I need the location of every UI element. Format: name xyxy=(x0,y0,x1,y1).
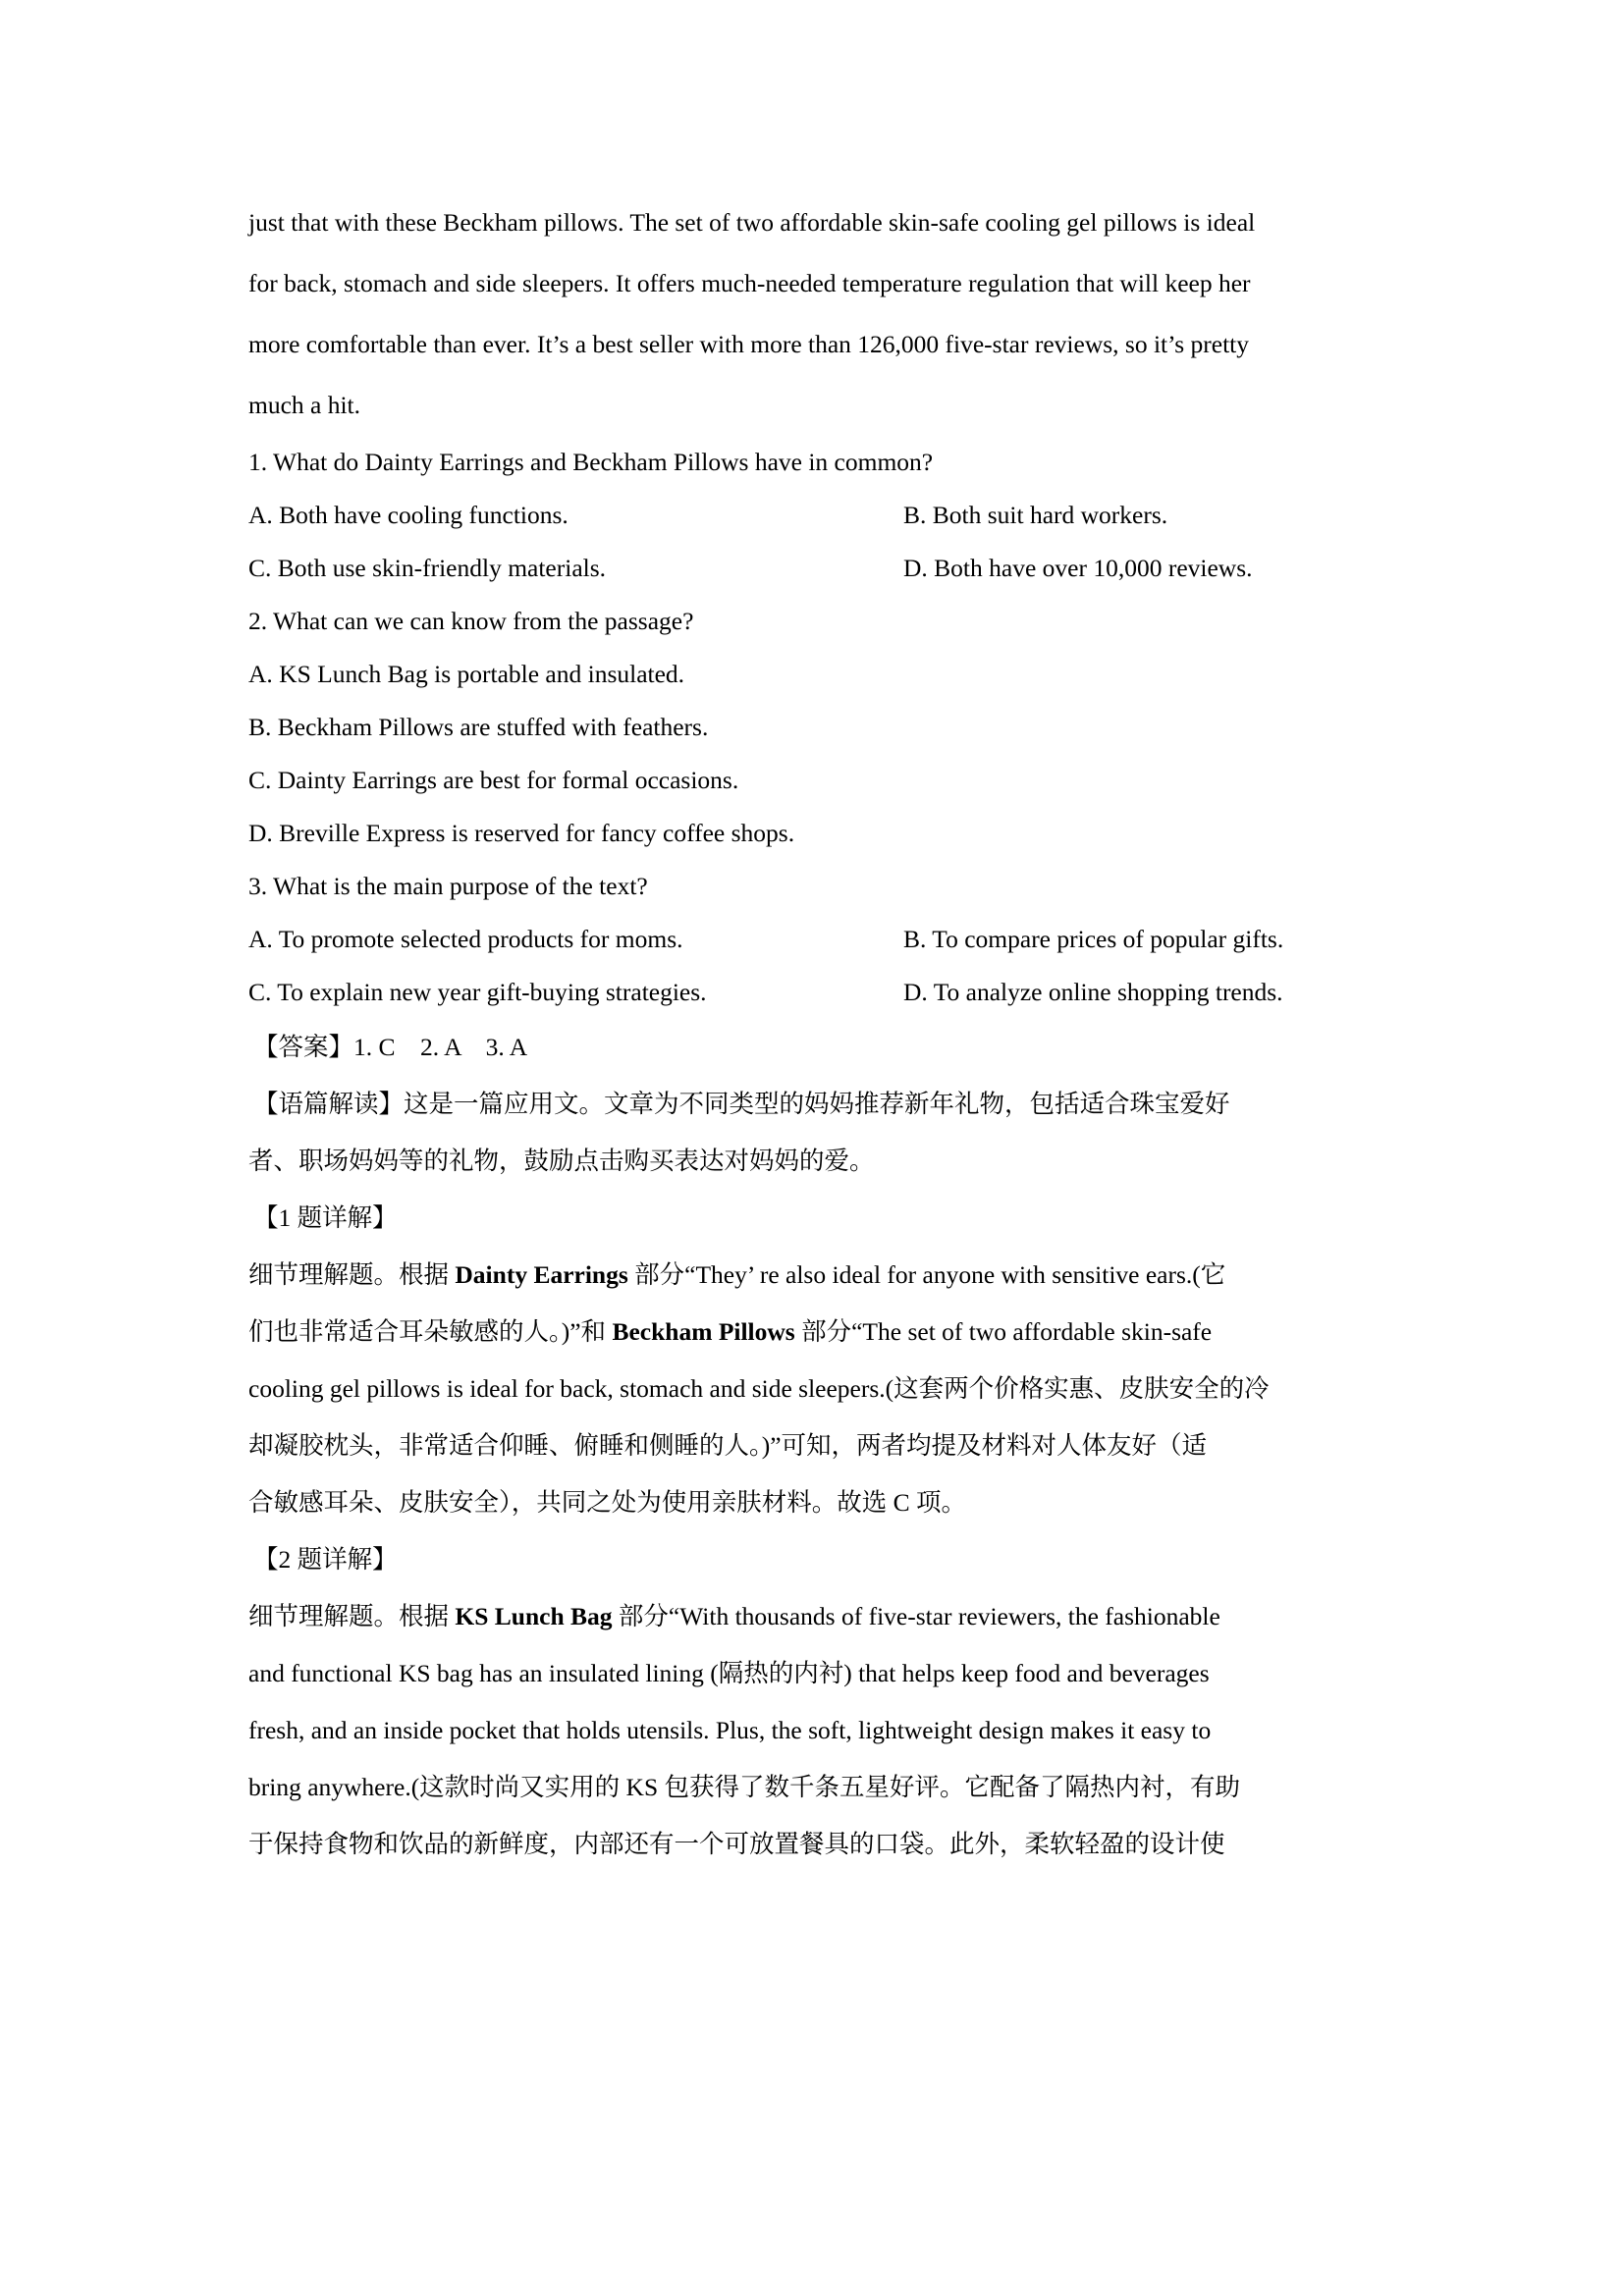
explanation-2-block xyxy=(248,1531,1380,1873)
explanation-line: cooling gel pillows is ideal for back, stomach and side sleepers.(这套两个价格实惠、皮肤安全的冷 xyxy=(248,1374,1270,1403)
passage-block xyxy=(248,192,1380,436)
option-c[interactable]: C. Both use skin-friendly materials. xyxy=(248,554,607,582)
explanation-heading: 【2 题详解】 xyxy=(253,1545,398,1574)
option-row xyxy=(248,489,1380,542)
explanation-line: 细节理解题。根据 KS Lunch Bag 部分“With thousands of five-star reviewers, the fashionable xyxy=(248,1602,1220,1630)
option-a[interactable]: A. KS Lunch Bag is portable and insulated. xyxy=(248,660,685,688)
option-a[interactable]: A. Both have cooling functions. xyxy=(248,501,568,529)
explanation-line: 细节理解题。根据 Dainty Earrings 部分“They’ re also ideal for anyone with sensitive ears.(它 xyxy=(248,1260,1226,1289)
option-row xyxy=(248,966,1380,1019)
page-content xyxy=(248,192,1380,1873)
explanation-line: fresh, and an inside pocket that holds utensils. Plus, the soft, lightweight design makes it easy to xyxy=(248,1716,1212,1744)
option-row xyxy=(248,542,1380,595)
discourse-analysis-block xyxy=(248,1076,1380,1190)
passage-line: much a hit. xyxy=(248,391,361,419)
option-row xyxy=(248,913,1380,966)
option-b[interactable]: B. Beckham Pillows are stuffed with feathers. xyxy=(248,713,709,741)
option-a[interactable]: A. To promote selected products for moms. xyxy=(248,925,683,953)
option-b[interactable]: B. Both suit hard workers. xyxy=(903,501,1168,529)
explanation-line: bring anywhere.(这款时尚又实用的 KS 包获得了数千条五星好评。它配备了隔热内衬，有助 xyxy=(248,1773,1241,1801)
question-stem: 2. What can we can know from the passage? xyxy=(248,607,694,635)
explanation-line: 于保持食物和饮品的新鲜度，内部还有一个可放置餐具的口袋。此外，柔软轻盈的设计使 xyxy=(248,1830,1225,1858)
question-stem: 3. What is the main purpose of the text? xyxy=(248,872,648,900)
option-d[interactable]: D. Breville Express is reserved for fancy coffee shops. xyxy=(248,819,795,847)
explanation-1-block xyxy=(248,1190,1380,1531)
option-b[interactable]: B. To compare prices of popular gifts. xyxy=(903,925,1284,953)
discourse-analysis-line: 者、职场妈妈等的礼物，鼓励点击购买表达对妈妈的爱。 xyxy=(248,1147,875,1175)
option-c[interactable]: C. Dainty Earrings are best for formal occasions. xyxy=(248,766,739,794)
question-3-block xyxy=(248,860,1380,1019)
passage-line: for back, stomach and side sleepers. It offers much-needed temperature regulation that will keep her xyxy=(248,269,1251,297)
question-2-block xyxy=(248,595,1380,860)
explanation-line: 们也非常适合耳朵敏感的人。)”和 Beckham Pillows 部分“The set of two affordable skin-safe xyxy=(248,1317,1213,1346)
bold-term: KS Lunch Bag xyxy=(455,1602,613,1630)
explanation-line: 却凝胶枕头，非常适合仰睡、俯睡和侧睡的人。)”可知，两者均提及材料对人体友好（适 xyxy=(248,1431,1208,1460)
question-1-block xyxy=(248,436,1380,595)
passage-line: just that with these Beckham pillows. The set of two affordable skin-safe cooling gel pillows is ideal xyxy=(248,208,1256,237)
option-d[interactable]: D. Both have over 10,000 reviews. xyxy=(903,554,1253,582)
passage-line: more comfortable than ever. It’s a best seller with more than 126,000 five-star reviews, so it’s pretty xyxy=(248,330,1250,358)
explanation-heading: 【1 题详解】 xyxy=(253,1203,398,1232)
option-d[interactable]: D. To analyze online shopping trends. xyxy=(903,978,1283,1006)
option-c[interactable]: C. To explain new year gift-buying strategies. xyxy=(248,978,707,1006)
bold-term: Dainty Earrings xyxy=(455,1260,628,1289)
bold-term: Beckham Pillows xyxy=(612,1317,795,1346)
answer-key-line: 【答案】1. C 2. A 3. A xyxy=(253,1033,528,1061)
explanation-line: 合敏感耳朵、皮肤安全），共同之处为使用亲肤材料。故选 C 项。 xyxy=(248,1488,967,1517)
discourse-analysis-line: 【语篇解读】这是一篇应用文。文章为不同类型的妈妈推荐新年礼物，包括适合珠宝爱好 xyxy=(253,1090,1230,1118)
explanation-line: and functional KS bag has an insulated lining (隔热的内衬) that helps keep food and beverages xyxy=(248,1659,1210,1687)
question-stem: 1. What do Dainty Earrings and Beckham Pillows have in common? xyxy=(248,448,934,476)
